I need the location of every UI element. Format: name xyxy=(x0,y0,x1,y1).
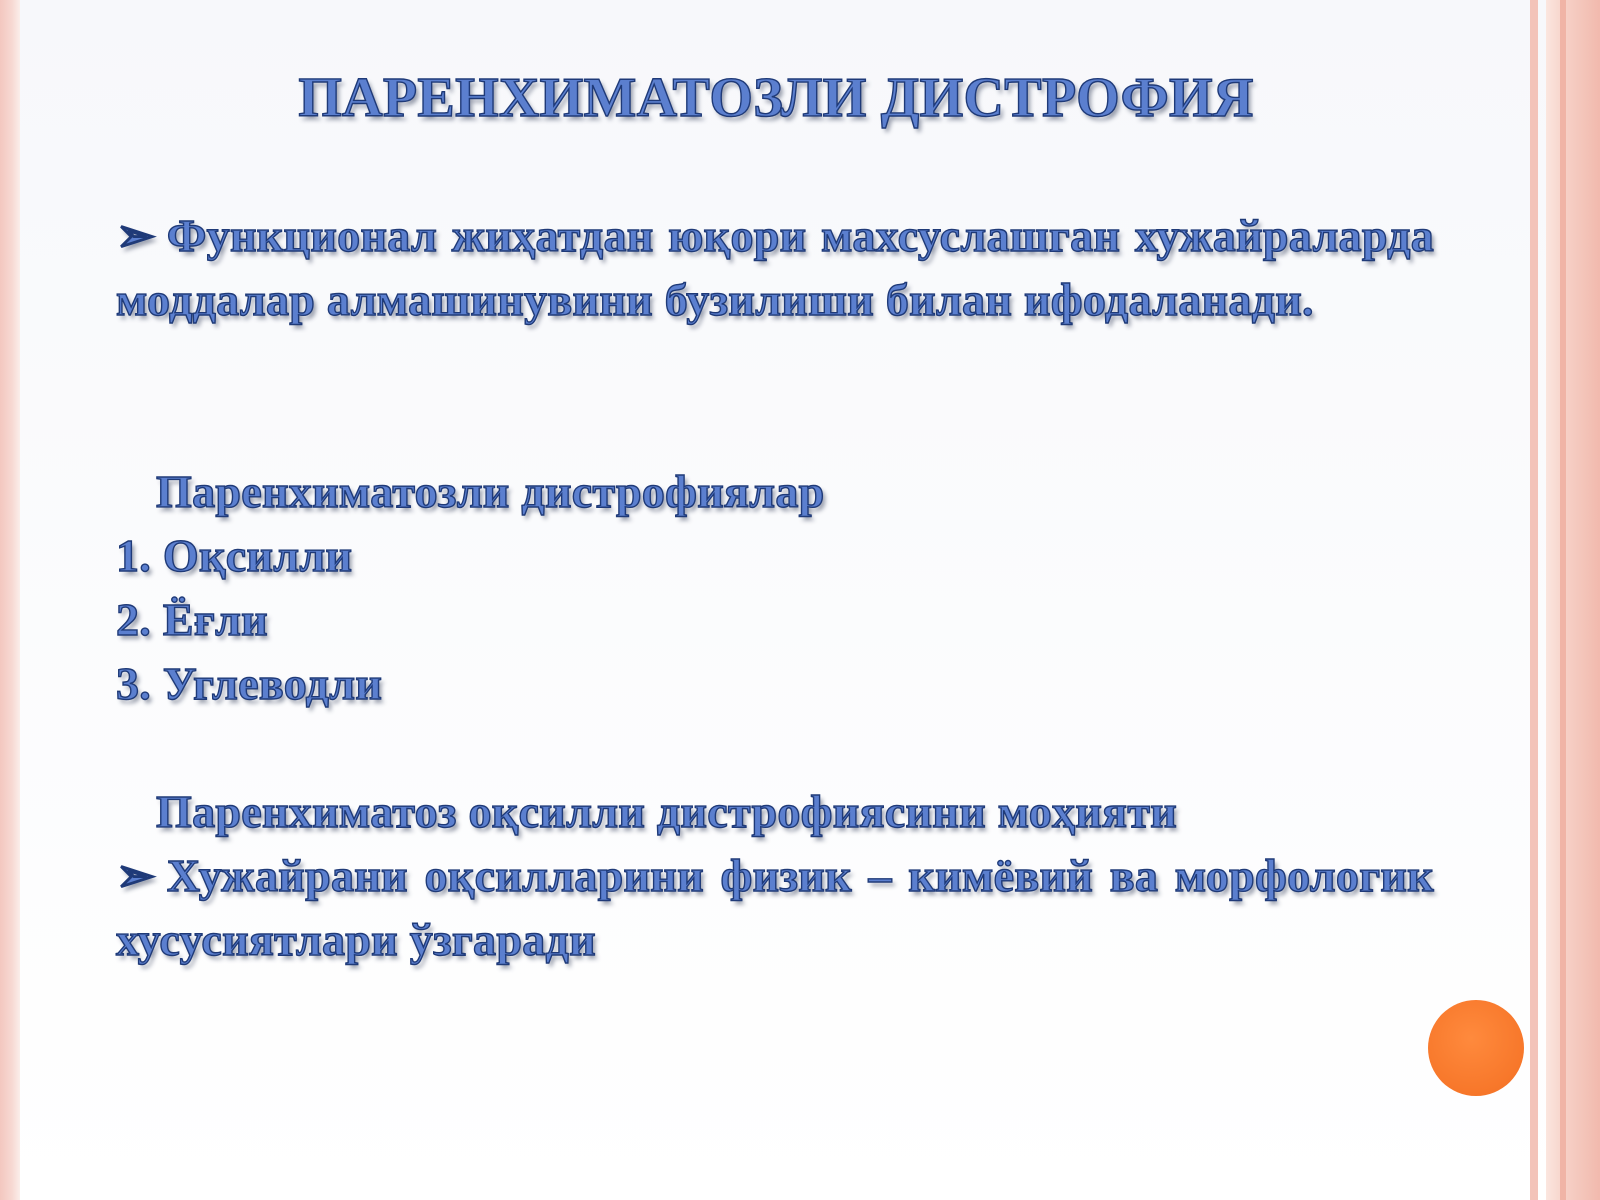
slide-title: ПАРЕНХИМАТОЗЛИ ДИСТРОФИЯ xyxy=(298,67,1254,129)
orange-circle-decoration xyxy=(1428,1000,1524,1096)
arrow-bullet-icon: ➢ xyxy=(116,850,155,901)
subheading-essence: Паренхиматоз оқсилли дистрофиясини моҳияти xyxy=(156,786,1178,837)
right-border-stripe xyxy=(1530,0,1538,1200)
arrow-bullet-icon: ➢ xyxy=(116,210,155,261)
list-item: 1. Оқсилли xyxy=(116,530,353,581)
intro-paragraph xyxy=(116,204,1434,332)
essence-paragraph-text: Хужайрани оқсилларини физик – кимёвий ва морфологик хусусиятлари ўзгаради xyxy=(116,850,1434,965)
intro-paragraph-text: Функционал жиҳатдан юқори махсуслашган хужайраларда моддалар алмашинувини бузилиши билан ифодаланади. xyxy=(116,210,1434,325)
right-border-line xyxy=(1560,0,1566,1200)
left-border-decoration xyxy=(0,0,20,1200)
essence-paragraph xyxy=(116,844,1434,972)
types-list xyxy=(116,524,1434,716)
list-item: 3. Углеводли xyxy=(116,658,383,709)
list-item: 2. Ёғли xyxy=(116,594,268,645)
subheading-types: Паренхиматозли дистрофиялар xyxy=(156,466,825,517)
right-border-band xyxy=(1546,0,1600,1200)
